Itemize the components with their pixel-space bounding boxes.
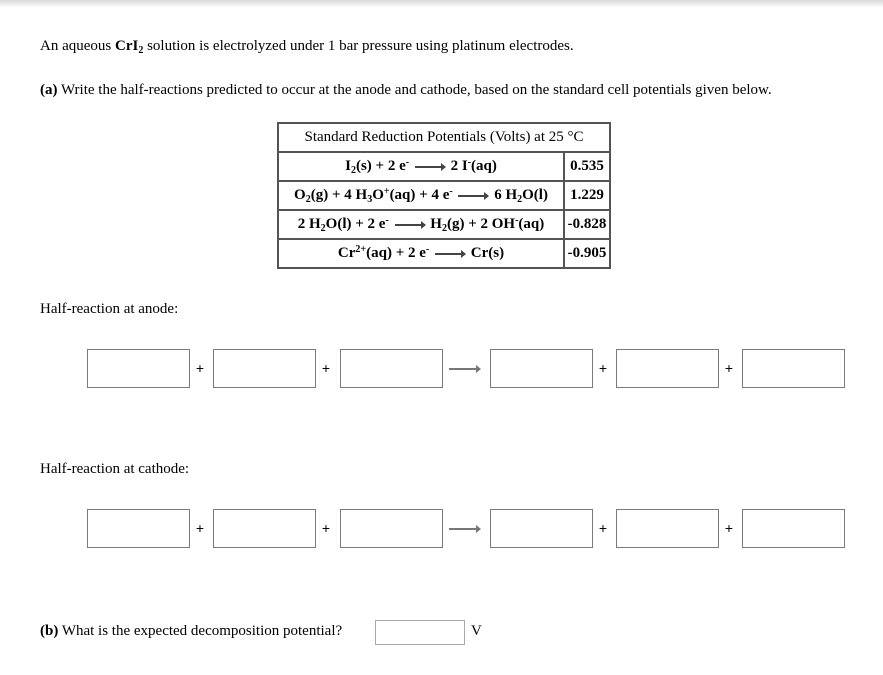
reaction-reactants: $I_2(s) + 2$ e- [345,157,410,176]
cathode-reactant-1-input[interactable] [87,509,190,548]
part-a-tag: (a) [40,82,58,98]
table-row [278,152,610,181]
anode-reactant-1-input[interactable] [87,349,190,388]
anode-reactant-2-input[interactable] [213,349,316,388]
potential-value: -0.828 [564,210,610,239]
part-a-text: Write the half-reactions predicted to occur at the anode and cathode, based on the standard cell potentials given below. [57,82,772,98]
cathode-product-3-input[interactable] [742,509,845,548]
cathode-reactant-2-input[interactable] [213,509,316,548]
intro-text-rest: solution is electrolyzed under 1 bar pressure using platinum electrodes. [143,38,574,54]
cathode-reactant-3-input[interactable] [340,509,443,548]
reaction-arrow-icon [458,195,488,197]
reaction-arrow-icon [435,253,465,255]
reaction-arrow-icon [449,368,479,370]
anode-product-1-input[interactable] [490,349,593,388]
cathode-product-1-input[interactable] [490,509,593,548]
table-row [278,181,610,210]
reaction-cell [278,210,564,239]
compound-formula [115,38,143,54]
reaction-products: 6 $H_2O(l)$ [494,187,548,205]
volts-unit-label: V [471,623,482,639]
table-header: Standard Reduction Potentials (Volts) at 25 °C [278,123,610,152]
anode-product-3-input[interactable] [742,349,845,388]
plus-sign: + [724,520,734,536]
intro-text: An aqueous [40,38,115,54]
reaction-cell [278,152,564,181]
plus-sign: + [724,360,734,376]
anode-label: Half-reaction at anode: [40,301,179,317]
reaction-cell [278,239,564,268]
potential-value: 1.229 [564,181,610,210]
top-shadow [0,0,883,8]
reaction-products: $H_2(g) + 2$ OH-(aq) [430,215,545,234]
reaction-arrow-icon [395,224,425,226]
anode-reactant-3-input[interactable] [340,349,443,388]
reduction-potentials-table [277,122,611,269]
plus-sign: + [195,360,205,376]
plus-sign: + [598,360,608,376]
reaction-cell [278,181,564,210]
compound-sub: 2 [138,45,144,56]
reaction-reactants: $Cr^{2+}(aq) + 2$ e- [337,244,430,261]
part-b-tag: (b) [40,623,59,639]
part-a-question [40,82,772,99]
potential-value: 0.535 [564,152,610,181]
plus-sign: + [321,360,331,376]
reaction-arrow-icon [449,528,479,530]
plus-sign: + [195,520,205,536]
reaction-products: Cr(s) [470,245,505,261]
problem-intro [40,38,574,55]
potential-value: -0.905 [564,239,610,268]
part-b-text: What is the expected decomposition potential? [58,623,343,639]
cathode-label: Half-reaction at cathode: [40,461,190,477]
cathode-product-2-input[interactable] [616,509,719,548]
plus-sign: + [321,520,331,536]
reaction-products: 2 I-(aq) [450,157,497,174]
plus-sign: + [598,520,608,536]
anode-product-2-input[interactable] [616,349,719,388]
part-b-question [40,623,342,640]
decomposition-potential-input[interactable] [375,620,465,645]
table-row [278,239,610,268]
reaction-arrow-icon [415,166,445,168]
reaction-reactants: 2 $H_2O(l) + 2$ e- [297,215,389,234]
reaction-reactants: $O_2(g) + 4$ $H_3O^+(aq) + 4$ e- [294,186,453,205]
table-row [278,210,610,239]
compound-main: CrI [115,38,139,54]
